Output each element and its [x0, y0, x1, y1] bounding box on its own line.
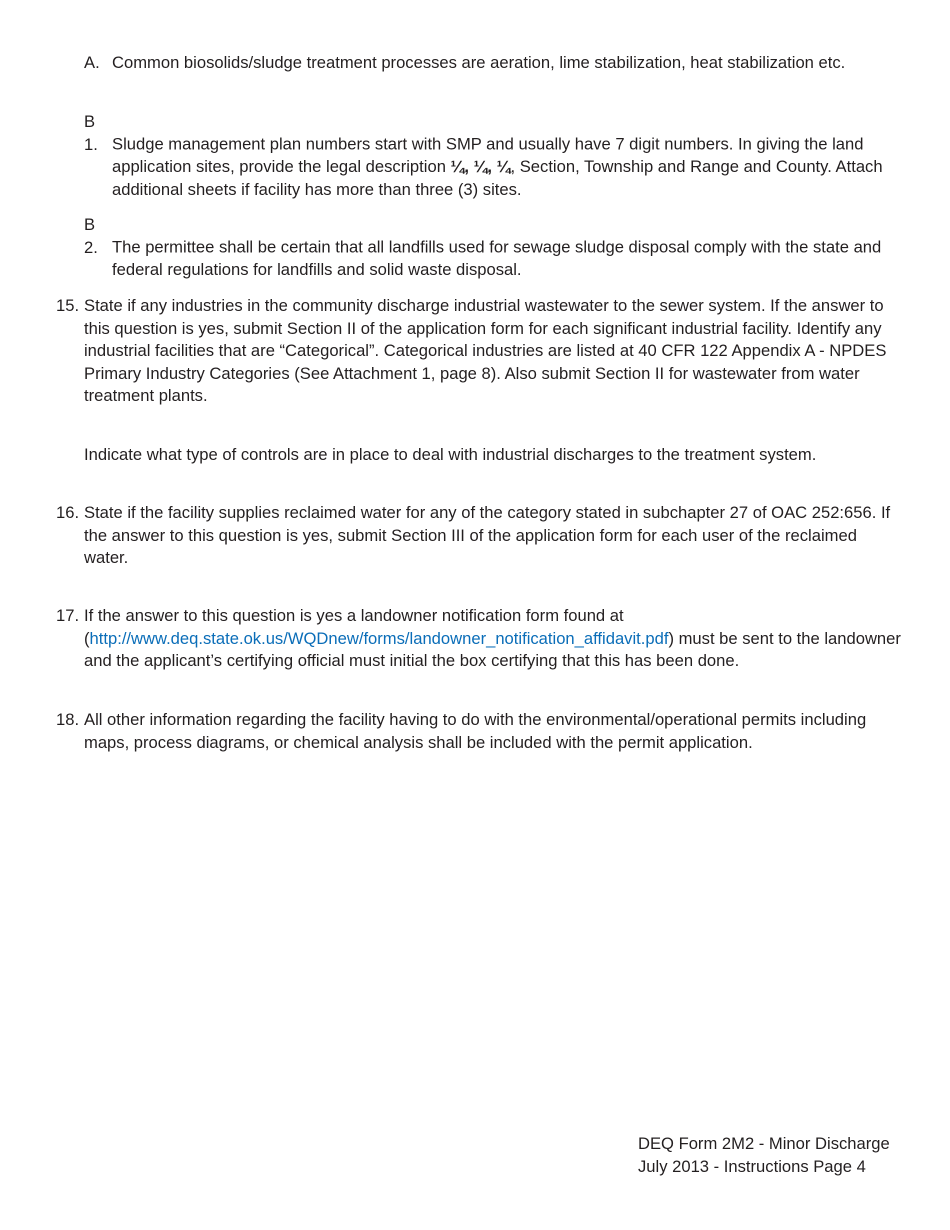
footer-page-info: July 2013 - Instructions Page 4	[638, 1156, 866, 1176]
item-a-text: Common biosolids/sludge treatment processes are aeration, lime stabilization, heat stabilization etc.	[112, 53, 846, 72]
instruction-item-a	[84, 52, 904, 75]
question-15-followup-text: Indicate what type of controls are in place to deal with industrial discharges to the treatment system.	[84, 445, 817, 464]
question-18-number: 18.	[56, 710, 80, 729]
question-17-text-before: If the answer to this question is yes a landowner notification form found at (	[84, 606, 624, 648]
question-17	[56, 605, 904, 673]
question-17-paragraph	[84, 605, 904, 673]
question-17-number: 17.	[56, 606, 80, 625]
item-a-label: A.	[84, 53, 100, 72]
landowner-notification-link[interactable]: http://www.deq.state.ok.us/WQDnew/forms/landowner_notification_affidavit.pdf	[89, 628, 669, 648]
question-16-text: State if the facility supplies reclaimed water for any of the category stated in subchapter 27 of OAC 252:656. If the answer to this question is yes, submit Section III of the application form for each user of the reclaimed water.	[84, 503, 891, 568]
question-15-number: 15.	[56, 296, 80, 315]
question-18	[56, 709, 904, 754]
item-b1-text-before: Sludge management plan numbers start with SMP and usually have 7 digit numbers. In giving the land application sites, provide the legal description	[112, 134, 864, 177]
question-17-text-after: ) must be sent to the landowner and the applicant’s certifying official must initial the box certifying that this has been done.	[84, 628, 901, 671]
question-15-followup	[84, 444, 904, 467]
item-b2-label: B 2.	[84, 215, 98, 257]
footer-form-title: DEQ Form 2M2 - Minor Discharge	[638, 1134, 890, 1153]
instruction-item-b1	[84, 111, 904, 201]
instruction-item-b2	[84, 214, 904, 282]
item-b1-label: B 1.	[84, 112, 98, 154]
item-b1-text-after: , Section, Township and Range and County. Attach additional sheets if facility has more than three (3) sites.	[112, 157, 883, 199]
item-b2-text: The permittee shall be certain that all landfills used for sewage sludge disposal comply with the state and federal regulations for landfills and solid waste disposal.	[112, 237, 882, 280]
question-18-text: All other information regarding the facility having to do with the environmental/operational permits including maps, process diagrams, or chemical analysis shall be included with the permit application.	[84, 710, 867, 752]
item-b1-paragraph	[84, 111, 904, 201]
item-b2-paragraph	[84, 214, 904, 282]
question-16-number: 16.	[56, 503, 80, 522]
question-15	[56, 295, 904, 408]
question-15-text: State if any industries in the community discharge industrial wastewater to the sewer system. If the answer to this question is yes, submit Section II of the application form for each significant industrial facility. Identify any industrial facilities that are “Categorical”. Categorical industries are listed at 40 CFR 122 Appendix A - NPDES Primary Industry Categories (See Attachment 1, page 8). Also submit Section II for wastewater from water treatment plants.	[84, 296, 887, 406]
page-footer	[638, 1133, 928, 1178]
question-16	[56, 502, 904, 570]
item-b1-quarters: ¼, ¼, ¼	[450, 157, 511, 177]
